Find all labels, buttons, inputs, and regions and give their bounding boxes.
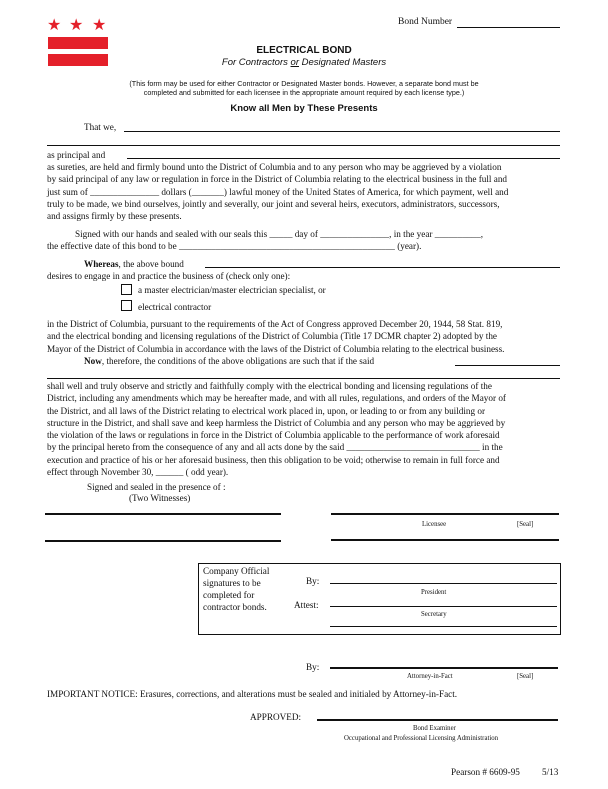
said-party-field-2[interactable] xyxy=(47,378,560,379)
effective-date-line: the effective date of this bond to be _______________________________________________ (year). xyxy=(47,241,422,251)
principal-name-field[interactable] xyxy=(124,131,560,132)
licensee-second-line[interactable] xyxy=(331,539,559,541)
star-icon: ★ xyxy=(69,15,84,34)
section-heading: Know all Men by These Presents xyxy=(230,103,378,114)
star-icon: ★ xyxy=(47,15,62,34)
whereas-line: Whereas, the above bound xyxy=(84,259,184,269)
option-electrical-contractor-checkbox[interactable] xyxy=(121,300,132,311)
witness-2-signature-line[interactable] xyxy=(45,540,281,542)
licensee-seal-label: [Seal] xyxy=(517,521,534,528)
option-electrical-contractor-label: electrical contractor xyxy=(138,302,212,312)
president-signature-line[interactable] xyxy=(330,583,557,584)
secretary-signature-line[interactable] xyxy=(330,606,557,607)
bond-number-field[interactable] xyxy=(457,27,560,28)
form-date: 5/13 xyxy=(542,767,559,777)
option-master-electrician-label: a master electrician/master electrician specialist, or xyxy=(138,285,326,295)
secretary-second-line[interactable] xyxy=(330,626,557,627)
paragraph-conditions: shall well and truly observe and strictly and faithfully comply with the electrical bonding and licensing regulations of the District, including any amendments which may be hereafter made, and with all rules, regulations, and orders of the Mayor of the District, and all laws of the District relating to electrical work placed in, upon, or leading to or from any building or structure in the District, and shall save and keep harmless the District of Columbia and any person who may be aggrieved by the violation of the laws or regulations in force in the District of Columbia applicable to the performance of work aforesaid by the principal hereto from the consequence of any and all acts done by the said _____________________________ in the execution and practice of his or her aforesaid business, then this obligation to be void; otherwise to remain in full force and effect through November 30, ______ ( odd year). xyxy=(47,381,506,478)
bond-number-label: Bond Number xyxy=(398,17,453,27)
as-principal-label: as principal and xyxy=(47,150,106,160)
approved-label: APPROVED: xyxy=(250,712,302,722)
form-subtitle: For Contractors or Designated Masters xyxy=(221,57,387,68)
said-party-field[interactable] xyxy=(455,365,560,366)
form-note-line1: (This form may be used for either Contractor or Designated Master bonds. However, a separate bond must be xyxy=(129,79,479,88)
important-notice: IMPORTANT NOTICE: Erasures, corrections, and alterations must be sealed and initialed by Attorney-in-Fact. xyxy=(47,689,458,699)
now-therefore-line: Now, therefore, the conditions of the above obligations are such that if the said xyxy=(84,356,375,366)
form-number: Pearson # 6609-95 xyxy=(451,767,520,777)
witness-1-signature-line[interactable] xyxy=(45,513,281,515)
attorney-signature-line[interactable] xyxy=(330,667,558,669)
option-master-electrician-checkbox[interactable] xyxy=(121,284,132,295)
president-label: President xyxy=(421,589,447,596)
two-witnesses-label: (Two Witnesses) xyxy=(129,493,191,503)
bound-party-field[interactable] xyxy=(205,267,560,268)
paragraph-pursuant: in the District of Columbia, pursuant to the requirements of the Act of Congress approved December 20, 1944, 58 Stat. 819, and the electrical bonding and licensing regulations of the District of Columbia (Title 17 DCMR chapter 2) adopted by the Mayor of the District of Columbia in accordance with the laws of the District of Columbia relating to the electrical business. xyxy=(47,319,505,354)
company-official-box-right xyxy=(280,563,561,635)
signed-sealed-label: Signed and sealed in the presence of : xyxy=(87,482,226,492)
approved-signature-line[interactable] xyxy=(317,719,558,721)
company-official-note: Company Official signatures to be completed for contractor bonds. xyxy=(203,566,270,612)
by-label-president: By: xyxy=(306,576,320,586)
attorney-seal-label: [Seal] xyxy=(517,673,534,680)
signed-date-line: Signed with our hands and sealed with our seals this _____ day of _______________, in the year __________, xyxy=(75,229,484,239)
desires-line: desires to engage in and practice the business of (check only one): xyxy=(47,271,291,281)
principal-name-field-2[interactable] xyxy=(47,145,560,146)
secretary-label: Secretary xyxy=(421,611,447,618)
attorney-label: Attorney-in-Fact xyxy=(407,673,453,680)
by-label-attorney: By: xyxy=(306,662,320,672)
form-note-line2: completed and submitted for each licensee in the appropriate amount required by each license type.) xyxy=(143,88,465,97)
star-icon: ★ xyxy=(92,15,107,34)
bond-examiner-label: Bond Examiner xyxy=(413,725,456,732)
licensee-label: Licensee xyxy=(422,521,447,528)
that-we-label: That we, xyxy=(84,122,117,132)
surety-name-field[interactable] xyxy=(127,158,560,159)
licensee-signature-line[interactable] xyxy=(331,513,559,515)
paragraph-obligation: as sureties, are held and firmly bound unto the District of Columbia and to any person who may be aggrieved by a violation by said principal of any law or regulation in force in the District of Columbia relating to the electrical business in the full and just sum of _______________ dollars (_______) lawful money of the United States of America, for which payment, well and truly to be made, we bind ourselves, jointly and severally, our joint and several heirs, executors, administrators, successors, and assigns firmly by these presents. xyxy=(47,162,509,222)
administration-label: Occupational and Professional Licensing Administration xyxy=(344,735,499,742)
form-title: ELECTRICAL BOND xyxy=(256,45,352,56)
attest-label: Attest: xyxy=(294,600,319,610)
